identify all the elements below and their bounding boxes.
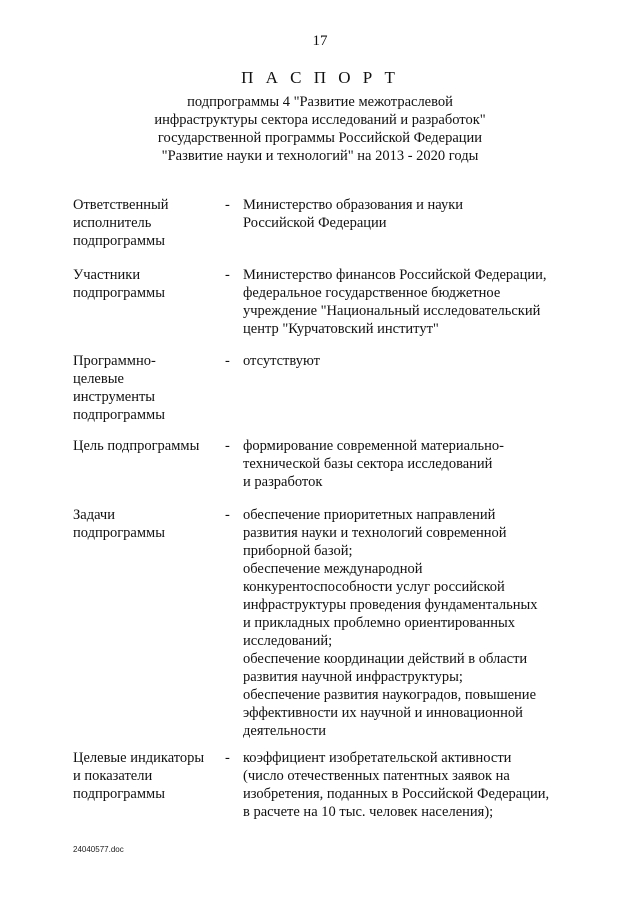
label-line: Программно- <box>73 353 156 369</box>
label-line: Цель подпрограммы <box>73 438 200 454</box>
label-line: Участники <box>73 267 141 283</box>
subtitle-line: "Развитие науки и технологий" на 2013 - 2020 годы <box>161 148 479 164</box>
subtitle-line: государственной программы Российской Федерации <box>157 130 483 146</box>
subtitle-line: подпрограммы 4 "Развитие межотраслевой <box>187 94 453 110</box>
value-line: федеральное государственное бюджетное <box>243 285 501 301</box>
row-label <box>73 437 223 455</box>
row-dash: - <box>225 197 230 213</box>
value-line: обеспечение приоритетных направлений <box>243 507 496 523</box>
document-subtitle <box>0 93 640 165</box>
row-value <box>243 437 573 491</box>
value-line: обеспечение координации действий в области <box>243 651 528 667</box>
label-line: и показатели <box>73 768 153 784</box>
value-line: Министерство образования и науки <box>243 197 464 213</box>
label-line: Целевые индикаторы <box>73 750 205 766</box>
row-dash: - <box>225 267 230 283</box>
row-value <box>243 749 573 821</box>
value-line: (число отечественных патентных заявок на <box>243 768 510 784</box>
row-label <box>73 506 223 542</box>
value-line: в расчете на 10 тыс. человек населения); <box>243 804 494 820</box>
value-line: конкурентоспособности услуг российской <box>243 579 505 595</box>
row-dash: - <box>225 353 230 369</box>
label-line: подпрограммы <box>73 285 165 301</box>
row-value <box>243 352 573 370</box>
row-value <box>243 506 573 740</box>
row-dash: - <box>225 438 230 454</box>
value-line: изобретения, поданных в Российской Федерации, <box>243 786 550 802</box>
row-value <box>243 266 573 338</box>
value-line: приборной базой; <box>243 543 353 559</box>
value-line: обеспечение развития наукоградов, повышение <box>243 687 537 703</box>
label-line: подпрограммы <box>73 525 165 541</box>
label-line: подпрограммы <box>73 407 165 423</box>
value-line: отсутствуют <box>243 353 320 369</box>
value-line: и разработок <box>243 474 323 490</box>
value-line: Министерство финансов Российской Федерации, <box>243 267 547 283</box>
label-line: подпрограммы <box>73 786 165 802</box>
label-line: исполнитель <box>73 215 152 231</box>
label-line: целевые <box>73 371 124 387</box>
value-line: исследований; <box>243 633 333 649</box>
value-line: развития научной инфраструктуры; <box>243 669 463 685</box>
row-dash: - <box>225 750 230 766</box>
value-line: эффективности их научной и инновационной <box>243 705 523 721</box>
row-label <box>73 749 223 803</box>
value-line: развития науки и технологий современной <box>243 525 507 541</box>
row-value <box>243 196 573 232</box>
value-line: деятельности <box>243 723 327 739</box>
value-line: и прикладных проблемно ориентированных <box>243 615 516 631</box>
value-line: технической базы сектора исследований <box>243 456 493 472</box>
file-name-footer: 24040577.doc <box>73 845 124 854</box>
value-line: инфраструктуры проведения фундаментальных <box>243 597 538 613</box>
value-line: учреждение "Национальный исследовательский <box>243 303 541 319</box>
page-number: 17 <box>312 33 328 49</box>
subtitle-line: инфраструктуры сектора исследований и разработок" <box>154 112 486 128</box>
value-line: коэффициент изобретательской активности <box>243 750 512 766</box>
value-line: обеспечение международной <box>243 561 423 577</box>
row-dash: - <box>225 507 230 523</box>
row-label <box>73 266 223 302</box>
label-line: Ответственный <box>73 197 169 213</box>
label-line: инструменты <box>73 389 156 405</box>
value-line: Российской Федерации <box>243 215 387 231</box>
label-line: Задачи <box>73 507 115 523</box>
row-label <box>73 352 223 424</box>
row-label <box>73 196 223 250</box>
label-line: подпрограммы <box>73 233 165 249</box>
value-line: формирование современной материально- <box>243 438 504 454</box>
document-title: П А С П О Р Т <box>241 68 399 87</box>
value-line: центр "Курчатовский институт" <box>243 321 439 337</box>
